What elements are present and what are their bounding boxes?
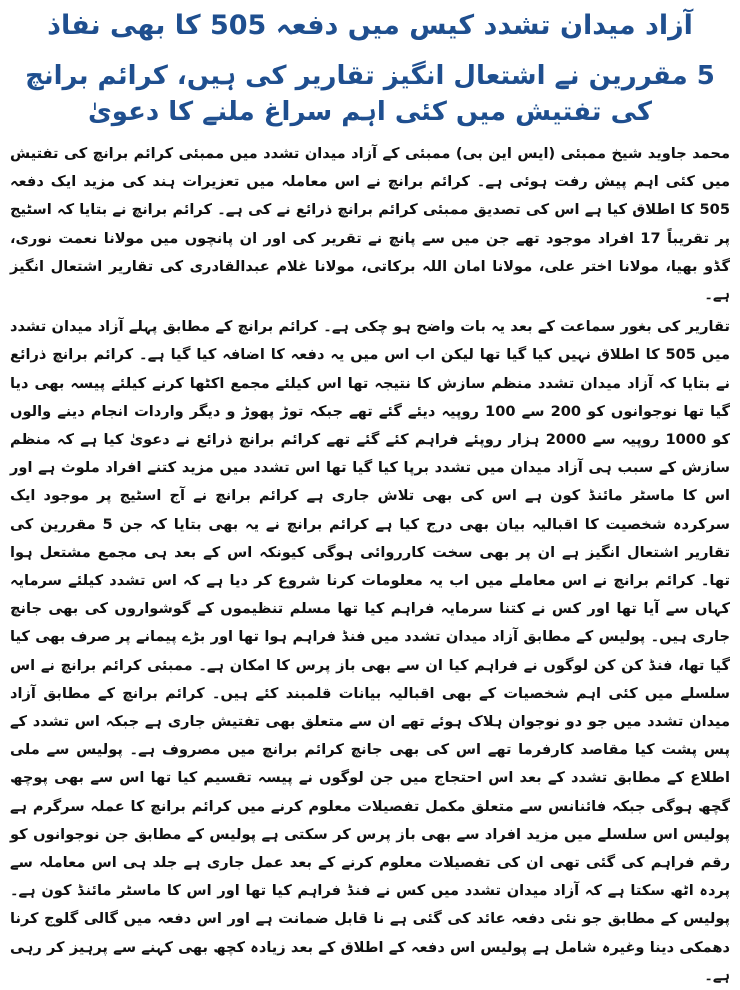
headline-sub: 5 مقررین نے اشتعال انگیز تقاریر کی ہیں، کرائم برانچ کی تفتیش میں کئی اہم سراغ ملنے کا دعویٰ — [25, 61, 715, 127]
headline-main: آزاد میدان تشدد کیس میں دفعہ 505 کا بھی نفاذ — [47, 10, 693, 41]
paragraph-1-text: (ایس این بی) ممبئی کے آزاد میدان تشدد میں ممبئی کرائم برانچ کی تفتیش میں کئی اہم پیش رفت ہوئی ہے۔ کرائم برانچ نے اس معاملہ میں تعزیرات ہند کی مزید ایک دفعہ 505 کا اطلاق کیا ہے اس کی تصدیق ممبئی کرائم برانچ ذرائع نے کی ہے۔ کرائم برانچ نے بتایا کہ اسٹیج پر تقریباً 17 افراد موجود تھے جن میں سے پانچ نے تقریر کی اور ان پانچوں میں مولانا نعمت نوری، گڈو بھیا، مولانا اختر علی، مولانا امان اللہ برکاتی، مولانا غلام عبدالقادری کی تقاریر اشتعال انگیز ہے۔ — [10, 145, 730, 304]
paragraph-2: تقاریر کی بغور سماعت کے بعد یہ بات واضح ہو چکی ہے۔ کرائم برانچ کے مطابق پہلے آزاد میدان تشدد میں 505 کا اطلاق نہیں کیا گیا تھا لیکن اب اس میں یہ دفعہ کا اضافہ کیا گیا ہے۔ کرائم برانچ ذرائع نے بتایا کہ آزاد میدان تشدد منظم سازش کا نتیجہ تھا اس کیلئے مجمع اکٹھا کرنے کیلئے پیسہ بھی دیا گیا تھا نوجوانوں کو 200 سے 100 روپیہ دیئے گئے تھے جبکہ توڑ پھوڑ و دیگر واردات انجام دینے والوں کو 1000 روپیہ سے 2000 ہزار روپئے فراہم کئے گئے تھے کرائم برانچ ذرائع نے دعویٰ کیا ہے کہ منظم سازش کے سبب ہی آزاد میدان میں تشدد برپا کیا گیا تھا اس تشدد میں مزید کتنے افراد ملوث ہے اور اس کا ماسٹر مائنڈ کون ہے اس کی بھی تلاش جاری ہے کرائم برانچ نے آج اسٹیج پر موجود ایک سرکردہ شخصیت کا اقبالیہ بیان بھی درج کیا ہے کرائم برانچ نے یہ بھی بتایا کہ جن 5 مقررین کی تقاریر اشتعال انگیز ہے ان پر بھی سخت کارروائی ہوگی کیونکہ اس کے بعد ہی مجمع مشتعل ہوا تھا۔ کرائم برانچ نے اس معاملے میں اب یہ معلومات کرنا شروع کر دیا ہے کہ اس تشدد کیلئے سرمایہ کہاں سے آیا تھا اور کس نے کتنا سرمایہ فراہم کیا تھا مسلم تنظیموں کے گوشواروں کی بھی جانچ جاری ہیں۔ پولیس کے مطابق آزاد میدان تشدد میں فنڈ فراہم ہوا تھا اور بڑے پیمانے پر صرف بھی کیا گیا تھا، فنڈ کن کن لوگوں نے فراہم کیا ان سے بھی باز پرس کا امکان ہے۔ ممبئی کرائم برانچ نے اس سلسلے میں کئی اہم شخصیات کے بھی اقبالیہ بیانات قلمبند کئے ہیں۔ کرائم برانچ کے مطابق آزاد میدان تشدد میں جو دو نوجوان ہلاک ہوئے تھے ان سے متعلق بھی تفتیش جاری ہے جبکہ اس تشدد کے پس پشت کیا مقاصد کارفرما تھے اس کی بھی جانچ کرائم برانچ میں مصروف ہے۔ پولیس سے ملی اطلاع کے مطابق تشدد کے بعد اس احتجاج میں جن لوگوں نے پیسہ تقسیم کیا تھا اس سے بھی پوچھ گچھ ہوگی جبکہ فائنانس سے متعلق مکمل تفصیلات معلوم کرنے میں کرائم برانچ کا عملہ سرگرم ہے پولیس اس سلسلے میں مزید افراد سے بھی باز پرس کر سکتی ہے پولیس کے مطابق جن نوجوانوں کو رقم فراہم کی گئی تھی ان کی تفصیلات معلوم کرنے کے بعد عمل جاری ہے جلد ہی اس معاملہ سے پردہ اٹھ سکتا ہے کہ آزاد میدان تشدد میں کس نے فنڈ فراہم کیا تھا اور اس کا ماسٹر مائنڈ کون ہے۔ پولیس کے مطابق جو نئی دفعہ عائد کی گئی ہے نا قابل ضمانت ہے اور اس دفعہ میں گالی گلوج کرنا دھمکی دینا وغیرہ شامل ہے پولیس اس دفعہ کے اطلاق کے بعد زیادہ کچھ بھی کہنے سے پرہیز کر رہی ہے۔ — [10, 318, 731, 984]
paragraph-1 — [10, 140, 730, 309]
byline: محمد جاوید شیخ ممبئی — [560, 145, 730, 162]
article-body — [10, 140, 730, 990]
